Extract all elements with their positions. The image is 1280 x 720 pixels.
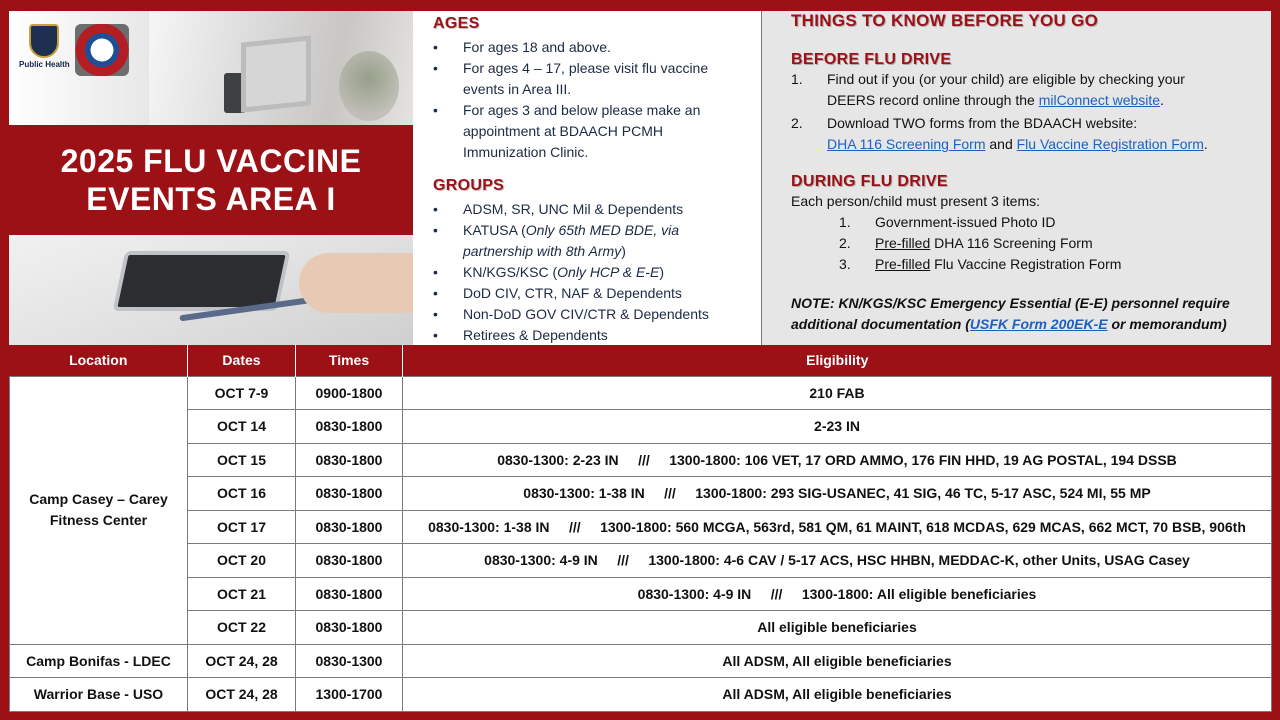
time-cell: 1300-1700 <box>296 678 403 712</box>
date-cell: OCT 15 <box>188 443 296 477</box>
date-cell: OCT 24, 28 <box>188 644 296 678</box>
before-item-1: 1. Find out if you (or your child) are eligible by checking your DEERS record online through the milConnect website. <box>791 71 1185 108</box>
time-cell: 0830-1300 <box>296 644 403 678</box>
time-cell: 0830-1800 <box>296 443 403 477</box>
title-band <box>9 125 413 235</box>
ages-item: • For ages 18 and above. <box>433 37 761 58</box>
time-cell: 0830-1800 <box>296 611 403 645</box>
during-item: 3. Pre-filled Flu Vaccine Registration Form <box>839 256 1122 272</box>
time-cell: 0830-1800 <box>296 477 403 511</box>
eligibility-cell: All eligible beneficiaries <box>403 611 1272 645</box>
table-row <box>10 678 1272 712</box>
table-row <box>10 410 1272 444</box>
time-cell: 0830-1800 <box>296 510 403 544</box>
eligibility-cell: All ADSM, All eligible beneficiaries <box>403 644 1272 678</box>
date-cell: OCT 24, 28 <box>188 678 296 712</box>
groups-item: • DoD CIV, CTR, NAF & Dependents <box>433 283 761 304</box>
time-cell: 0830-1800 <box>296 577 403 611</box>
time-cell: 0900-1800 <box>296 376 403 410</box>
header-times: Times <box>296 345 403 376</box>
eligibility-cell: 210 FAB <box>403 376 1272 410</box>
photo-monitor <box>241 35 311 112</box>
eligibility-cell: 2-23 IN <box>403 410 1272 444</box>
time-cell: 0830-1800 <box>296 410 403 444</box>
ages-groups-panel <box>413 11 761 345</box>
header-location: Location <box>10 345 188 376</box>
groups-heading: GROUPS <box>433 177 505 194</box>
public-health-logo <box>19 24 69 76</box>
groups-item: • KATUSA (Only 65th MED BDE, via partnership with 8th Army) <box>433 220 733 262</box>
groups-item: • KN/KGS/KSC (Only HCP & E-E) <box>433 262 761 283</box>
during-heading: DURING FLU DRIVE <box>791 173 948 190</box>
photo-tablet <box>113 251 291 311</box>
eligibility-cell: All ADSM, All eligible beneficiaries <box>403 678 1272 712</box>
table-row <box>10 544 1272 578</box>
before-heading: BEFORE FLU DRIVE <box>791 51 952 68</box>
before-item-2: 2. Download TWO forms from the BDAACH website: DHA 116 Screening Form and Flu Vaccine Registration Form. <box>791 115 1208 152</box>
things-to-know-panel <box>761 11 1271 345</box>
time-cell: 0830-1800 <box>296 544 403 578</box>
groups-item: • Retirees & Dependents <box>433 325 761 346</box>
photo-hand <box>299 253 413 313</box>
header-dates: Dates <box>188 345 296 376</box>
location-warrior-base: Warrior Base - USO <box>10 678 188 712</box>
public-health-logo-text: Public Health <box>19 60 70 69</box>
page-title <box>61 142 362 218</box>
photo-plant <box>339 51 399 121</box>
schedule-table <box>9 345 1272 712</box>
during-intro: Each person/child must present 3 items: <box>791 193 1041 209</box>
table-row <box>10 376 1272 410</box>
table-row <box>10 577 1272 611</box>
table-row <box>10 443 1272 477</box>
ages-heading: AGES <box>433 15 480 32</box>
eligibility-cell: 0830-1300: 4-9 IN /// 1300-1800: All eligible beneficiaries <box>403 577 1272 611</box>
header-eligibility: Eligibility <box>403 345 1272 376</box>
groups-list <box>433 199 761 346</box>
flu-registration-form-link[interactable]: Flu Vaccine Registration Form <box>1016 136 1204 152</box>
date-cell: OCT 22 <box>188 611 296 645</box>
ages-item: • For ages 4 – 17, please visit flu vaccine events in Area III. <box>433 58 723 100</box>
title-line-1: 2025 FLU VACCINE <box>60 143 362 179</box>
header-photo-doctor <box>9 11 413 125</box>
table-header-row <box>10 345 1272 376</box>
shield-icon <box>29 24 59 58</box>
eligibility-cell: 0830-1300: 2-23 IN /// 1300-1800: 106 VET, 17 ORD AMMO, 176 FIN HHD, 19 AG POSTAL, 194 DSSB <box>403 443 1272 477</box>
title-line-2: EVENTS AREA I <box>86 181 336 217</box>
during-item: 1. Government-issued Photo ID <box>839 214 1056 230</box>
eligibility-cell: 0830-1300: 4-9 IN /// 1300-1800: 4-6 CAV / 5-17 ACS, HSC HHBN, MEDDAC-K, other Units, USAG Casey <box>403 544 1272 578</box>
date-cell: OCT 7-9 <box>188 376 296 410</box>
date-cell: OCT 17 <box>188 510 296 544</box>
during-item: 2. Pre-filled DHA 116 Screening Form <box>839 235 1093 251</box>
ages-item: • For ages 3 and below please make an appointment at BDAACH PCMH Immunization Clinic. <box>433 100 733 163</box>
eligibility-cell: 0830-1300: 1-38 IN /// 1300-1800: 293 SIG-USANEC, 41 SIG, 46 TC, 5-17 ASC, 524 MI, 55 MP <box>403 477 1272 511</box>
location-camp-casey: Camp Casey – Carey Fitness Center <box>10 376 188 644</box>
usfk-form-link[interactable]: USFK Form 200EK-E <box>969 316 1108 332</box>
header-photo-tablet <box>9 235 413 345</box>
ee-note: NOTE: KN/KGS/KSC Emergency Essential (E-E) personnel require additional documentation (USFK Form 200EK-E or memorandum) <box>791 295 1230 332</box>
date-cell: OCT 16 <box>188 477 296 511</box>
table-row <box>10 644 1272 678</box>
table-row <box>10 611 1272 645</box>
medical-seal-logo <box>75 24 129 76</box>
things-title: THINGS TO KNOW BEFORE YOU GO <box>791 11 1099 30</box>
date-cell: OCT 21 <box>188 577 296 611</box>
ages-list <box>433 37 761 163</box>
date-cell: OCT 14 <box>188 410 296 444</box>
dha-116-form-link[interactable]: DHA 116 Screening Form <box>827 136 986 152</box>
location-camp-bonifas: Camp Bonifas - LDEC <box>10 644 188 678</box>
date-cell: OCT 20 <box>188 544 296 578</box>
table-row <box>10 477 1272 511</box>
groups-item: • Non-DoD GOV CIV/CTR & Dependents <box>433 304 761 325</box>
milconnect-link[interactable]: milConnect website <box>1038 92 1161 108</box>
eligibility-cell: 0830-1300: 1-38 IN /// 1300-1800: 560 MCGA, 563rd, 581 QM, 61 MAINT, 618 MCDAS, 629 MCAS, 662 MCT, 70 BSB, 906th <box>403 510 1272 544</box>
groups-item: • ADSM, SR, UNC Mil & Dependents <box>433 199 761 220</box>
table-row <box>10 510 1272 544</box>
